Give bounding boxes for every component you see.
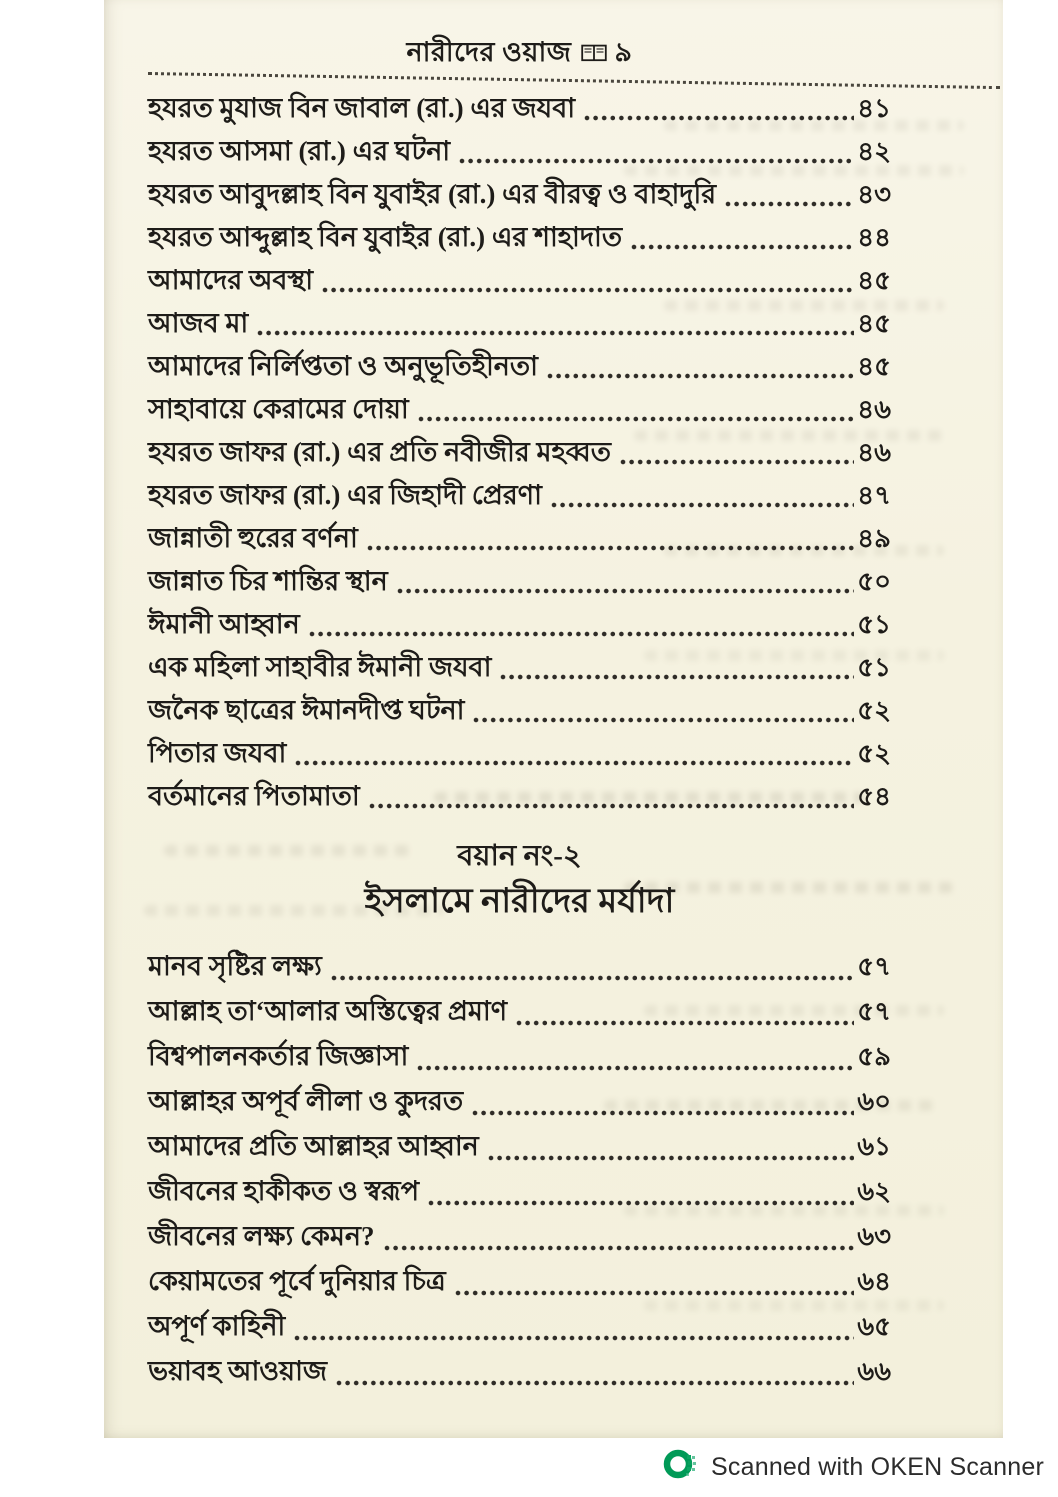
toc-entry — [148, 346, 891, 389]
toc-list-section-2 — [148, 946, 891, 1396]
toc-entry-page-number: ৫২ — [857, 696, 891, 725]
dot-leader — [427, 1198, 854, 1209]
dot-leader — [368, 801, 854, 812]
dot-leader — [458, 156, 854, 167]
toc-entry — [148, 131, 891, 174]
toc-entry-title: জীবনের হাকীকত ও স্বরূপ — [148, 1176, 420, 1206]
toc-entry-page-number: ৬৫ — [857, 1312, 891, 1341]
dot-leader — [724, 199, 854, 210]
scanner-label: Scanned with OKEN Scanner — [711, 1452, 1044, 1481]
toc-entry-title: ভয়াবহ আওয়াজ — [148, 1356, 328, 1386]
toc-entry-page-number: ৫২ — [857, 739, 891, 768]
dot-leader — [417, 414, 854, 425]
oken-branding — [661, 1446, 1044, 1488]
toc-entry-page-number: ৪৯ — [857, 524, 891, 553]
dot-leader — [256, 328, 854, 339]
toc-entry-title: অপূর্ণ কাহিনী — [148, 1311, 286, 1341]
toc-entry — [148, 1351, 891, 1396]
dot-leader — [499, 672, 854, 683]
toc-entry — [148, 217, 891, 260]
toc-list-section-1 — [148, 88, 891, 819]
dot-leader — [487, 1153, 854, 1164]
dot-leader — [471, 1108, 854, 1119]
toc-entry-title: হযরত আবুদল্লাহ বিন যুবাইর (রা.) এর বীরত্ব ও বাহাদুরি — [148, 179, 717, 209]
toc-entry-title: হযরত জাফর (রা.) এর প্রতি নবীজীর মহব্বত — [148, 437, 612, 467]
toc-entry-page-number: ৪৫ — [857, 266, 891, 295]
toc-entry-page-number: ৫৪ — [857, 782, 891, 811]
toc-entry-title: হযরত আব্দুল্লাহ বিন যুবাইর (রা.) এর শাহাদাত — [148, 222, 623, 252]
toc-entry-page-number: ৪২ — [857, 137, 891, 166]
toc-entry — [148, 776, 891, 819]
toc-entry-page-number: ৬৩ — [857, 1222, 891, 1251]
toc-entry-title: হযরত মুযাজ বিন জাবাল (রা.) এর জযবা — [148, 93, 576, 123]
toc-entry — [148, 1126, 891, 1171]
toc-entry — [148, 991, 891, 1036]
toc-entry — [148, 946, 891, 991]
toc-entry-page-number: ৬২ — [857, 1177, 891, 1206]
dot-leader — [630, 242, 854, 253]
dot-leader — [366, 543, 854, 554]
dot-leader — [416, 1063, 854, 1074]
toc-entry-title: আল্লাহ তা‘আলার অস্তিত্বের প্রমাণ — [148, 996, 508, 1026]
toc-entry-page-number: ৬০ — [857, 1087, 891, 1116]
section-title: ইসলামে নারীদের মর্যাদা — [364, 883, 675, 920]
dot-leader — [335, 1378, 854, 1389]
toc-entry-page-number: ৪৬ — [857, 395, 891, 424]
toc-entry — [148, 1306, 891, 1351]
toc-entry — [148, 1171, 891, 1216]
dot-leader — [515, 1018, 854, 1029]
toc-entry-page-number: ৪৭ — [857, 481, 891, 510]
toc-entry — [148, 1261, 891, 1306]
dot-leader — [454, 1288, 854, 1299]
toc-entry-title: বিশ্বপালনকর্তার জিজ্ঞাসা — [148, 1041, 409, 1071]
toc-entry — [148, 561, 891, 604]
toc-entry-page-number: ৪৩ — [857, 180, 891, 209]
dot-leader — [619, 457, 854, 468]
toc-entry — [148, 518, 891, 561]
dot-leader — [396, 586, 854, 597]
toc-entry-title: হযরত আসমা (রা.) এর ঘটনা — [148, 136, 451, 166]
toc-entry — [148, 1081, 891, 1126]
toc-entry-title: জান্নাতী হুরের বর্ণনা — [148, 523, 358, 553]
toc-entry — [148, 647, 891, 690]
toc-entry-page-number: ৪১ — [857, 94, 891, 123]
toc-entry-page-number: ৪৬ — [857, 438, 891, 467]
toc-entry-page-number: ৫১ — [857, 653, 891, 682]
toc-entry-title: হযরত জাফর (রা.) এর জিহাদী প্রেরণা — [148, 480, 542, 510]
toc-entry-page-number: ৫৯ — [857, 1042, 891, 1071]
book-title: নারীদের ওয়াজ — [406, 37, 572, 67]
dot-leader — [472, 715, 854, 726]
toc-entry-title: এক মহিলা সাহাবীর ঈমানী জযবা — [148, 652, 492, 682]
toc-entry-title: জীবনের লক্ষ্য কেমন? — [148, 1221, 375, 1251]
toc-entry-page-number: ৬৪ — [857, 1267, 891, 1296]
dot-leader — [546, 371, 854, 382]
dot-leader — [383, 1243, 855, 1254]
toc-entry-title: ঈমানী আহ্বান — [148, 609, 300, 639]
toc-entry — [148, 604, 891, 647]
toc-entry — [148, 733, 891, 776]
toc-entry-page-number: ৪৫ — [857, 352, 891, 381]
oken-scanner-logo-icon — [661, 1446, 698, 1488]
dot-leader — [321, 285, 854, 296]
toc-entry — [148, 690, 891, 733]
toc-entry — [148, 174, 891, 217]
scanner-footer — [0, 1438, 1058, 1497]
toc-entry-title: পিতার জযবা — [148, 738, 287, 768]
toc-entry-title: জান্নাত চির শান্তির স্থান — [148, 566, 388, 596]
dot-leader — [583, 113, 854, 124]
toc-entry-page-number: ৪৫ — [857, 309, 891, 338]
dot-leader — [550, 500, 854, 511]
section-heading — [148, 836, 891, 928]
toc-entry-title: বর্তমানের পিতামাতা — [148, 781, 360, 811]
toc-entry-page-number: ৪৪ — [857, 223, 891, 252]
toc-entry-page-number: ৬৬ — [857, 1357, 891, 1386]
toc-entry-page-number: ৫৭ — [857, 997, 891, 1026]
toc-entry-page-number: ৫৭ — [857, 952, 891, 981]
toc-entry-title: মানব সৃষ্টির লক্ষ্য — [148, 951, 322, 981]
toc-entry-title: আমাদের প্রতি আল্লাহর আহ্বান — [148, 1131, 479, 1161]
toc-entry-title: আমাদের অবস্থা — [148, 265, 314, 295]
toc-entry-title: আজব মা — [148, 308, 249, 338]
toc-entry-page-number: ৫১ — [857, 610, 891, 639]
toc-entry-title: আমাদের নির্লিপ্ততা ও অনুভূতিহীনতা — [148, 351, 538, 381]
toc-entry-title: কেয়ামতের পূর্বে দুনিয়ার চিত্র — [148, 1266, 446, 1296]
dot-leader — [308, 629, 854, 640]
toc-entry — [148, 260, 891, 303]
toc-entry-page-number: ৫০ — [857, 567, 891, 596]
running-head-page-number: ৯ — [614, 37, 633, 67]
toc-entry-title: আল্লাহর অপূর্ব লীলা ও কুদরত — [148, 1086, 464, 1116]
toc-entry — [148, 475, 891, 518]
toc-entry — [148, 88, 891, 131]
scanned-book-page — [104, 0, 1003, 1438]
dot-leader — [293, 1333, 854, 1344]
toc-entry — [148, 303, 891, 346]
toc-entry-title: জনৈক ছাত্রের ঈমানদীপ্ত ঘটনা — [148, 695, 465, 725]
dot-leader — [294, 758, 854, 769]
toc-entry — [148, 389, 891, 432]
dot-leader — [330, 973, 854, 984]
running-head — [148, 32, 891, 77]
toc-entry-page-number: ৬১ — [857, 1132, 891, 1161]
toc-entry — [148, 1216, 891, 1261]
toc-entry — [148, 1036, 891, 1081]
toc-entry — [148, 432, 891, 475]
open-book-icon — [581, 39, 607, 70]
section-kicker: বয়ান নং-২ — [457, 840, 582, 872]
toc-entry-title: সাহাবায়ে কেরামের দোয়া — [148, 394, 409, 424]
